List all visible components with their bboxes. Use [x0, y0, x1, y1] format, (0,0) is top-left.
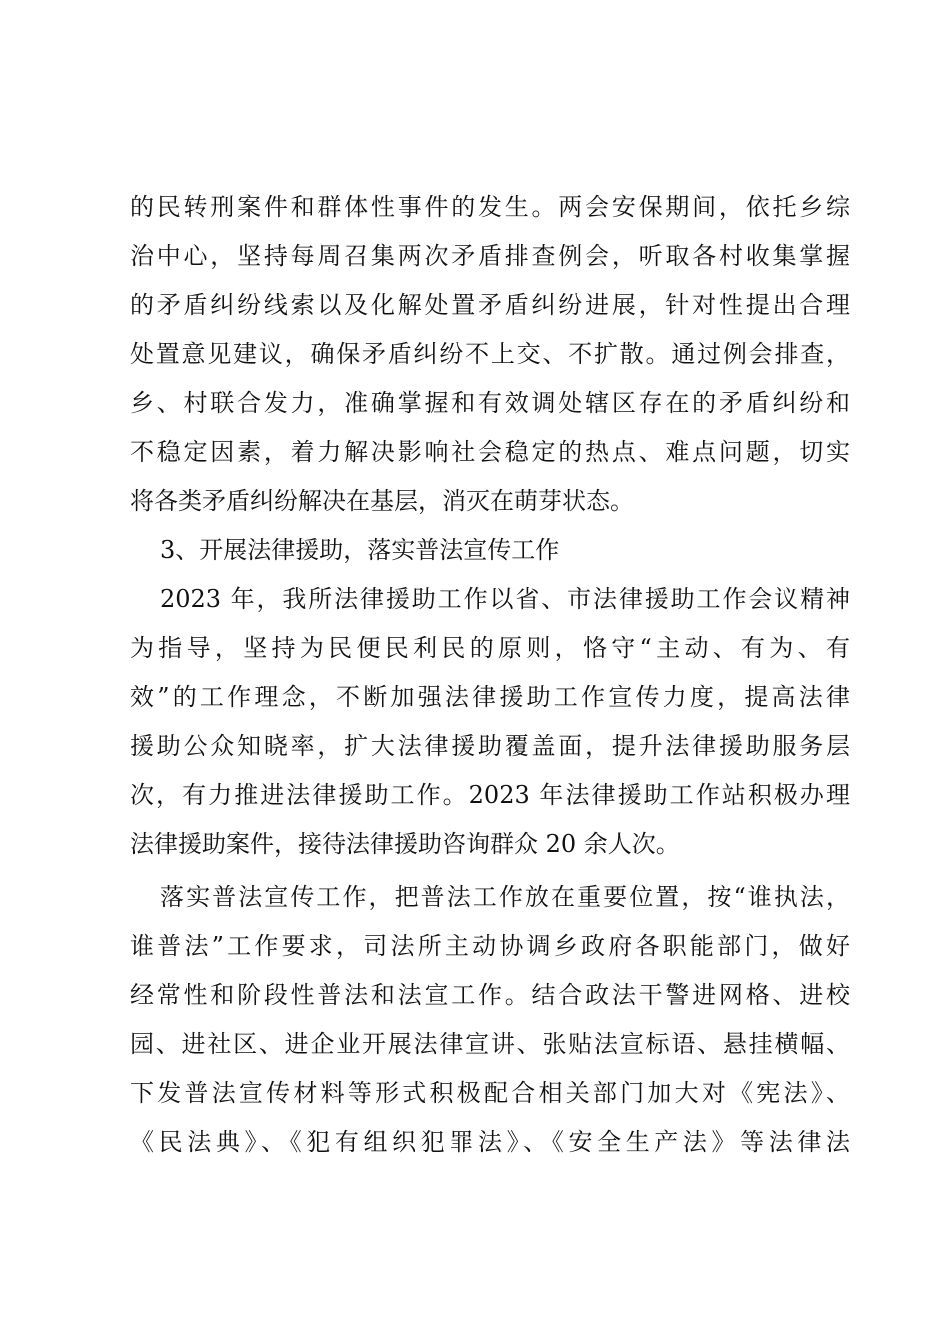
paragraph-3: [130, 873, 850, 1167]
paragraph-3-line: 谁普法”工作要求，司法所主动协调乡政府各职能部门，做好: [130, 932, 850, 960]
paragraph-2-line: 援助公众知晓率，扩大法律援助覆盖面，提升法律援助服务层: [130, 732, 850, 760]
paragraph-1-line: 乡、村联合发力，准确掌握和有效调处辖区存在的矛盾纠纷和: [130, 389, 850, 417]
paragraph-2-line: 次，有力推进法律援助工作。2023 年法律援助工作站积极办理: [130, 781, 850, 809]
paragraph-3-line: 《民法典》、《犯有组织犯罪法》、《安全生产法》等法律法: [130, 1128, 850, 1156]
paragraph-1: [130, 183, 850, 526]
paragraph-2-line: 2023 年，我所法律援助工作以省、市法律援助工作会议精神: [160, 585, 850, 613]
paragraph-3-line: 经常性和阶段性普法和法宣工作。结合政法干警进网格、进校: [130, 981, 850, 1009]
section-heading: 3、开展法律援助，落实普法宣传工作: [160, 536, 560, 564]
paragraph-3-line: 下发普法宣传材料等形式积极配合相关部门加大对《宪法》、: [130, 1079, 850, 1107]
paragraph-3-line: 落实普法宣传工作，把普法工作放在重要位置，按“谁执法，: [160, 883, 850, 911]
paragraph-2-line: 法律援助案件，接待法律援助咨询群众 20 余人次。: [130, 830, 680, 858]
paragraph-1-line: 治中心，坚持每周召集两次矛盾排查例会，听取各村收集掌握: [130, 242, 850, 270]
paragraph-1-line: 将各类矛盾纠纷解决在基层，消灭在萌芽状态。: [130, 487, 634, 515]
paragraph-2: [130, 575, 850, 869]
paragraph-3-line: 园、进社区、进企业开展法律宣讲、张贴法宣标语、悬挂横幅、: [130, 1030, 850, 1058]
document-body: [130, 183, 850, 1167]
paragraph-2-line: 效”的工作理念，不断加强法律援助工作宣传力度，提高法律: [130, 683, 850, 711]
paragraph-2-line: 为指导，坚持为民便民利民的原则，恪守“主动、有为、有: [130, 634, 850, 662]
paragraph-1-line: 不稳定因素，着力解决影响社会稳定的热点、难点问题，切实: [130, 438, 850, 466]
paragraph-1-line: 的矛盾纠纷线索以及化解处置矛盾纠纷进展，针对性提出合理: [130, 291, 850, 319]
paragraph-1-line: 处置意见建议，确保矛盾纠纷不上交、不扩散。通过例会排查，: [130, 340, 850, 368]
paragraph-1-line: 的民转刑案件和群体性事件的发生。两会安保期间，依托乡综: [130, 193, 850, 221]
